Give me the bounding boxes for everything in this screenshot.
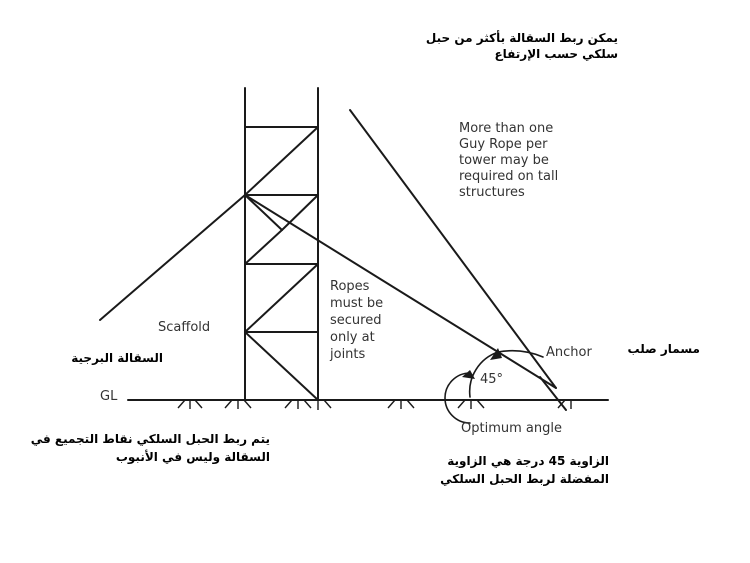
arabic-joints-note (31, 430, 270, 466)
ropes-note-line: only at (330, 330, 375, 345)
guy-rope-note-line: structures (459, 185, 525, 200)
arabic-top-note-line: سلكي حسب الإرتفاع (494, 47, 618, 61)
scaffold-brace (245, 127, 318, 195)
scaffold-brace (282, 195, 318, 230)
ropes-note (330, 278, 383, 363)
optimum-arc (445, 373, 470, 423)
scaffold-label: Scaffold (158, 320, 211, 335)
guy-rope-note-line: required on tall (459, 169, 559, 184)
scaffold-brace (245, 264, 318, 332)
anchor-stake (540, 377, 566, 410)
arabic-top-note (426, 30, 618, 62)
scaffold-brace (245, 195, 282, 230)
angle-label: 45° (480, 372, 504, 387)
arabic-tower-scaffold: السقالة البرجية (71, 351, 163, 365)
ropes-note-line: must be (330, 296, 384, 311)
scaffold-brace (245, 230, 282, 264)
ground-hatch (178, 400, 571, 410)
ropes-note-line: joints (330, 347, 366, 362)
anchor-label: Anchor (546, 345, 592, 360)
arabic-angle-note-line: الزاوية 45 درجة هي الزاوية (447, 454, 609, 468)
arabic-angle-note (440, 452, 609, 488)
scaffold-brace (245, 332, 318, 400)
guy-rope-note (459, 121, 558, 201)
guy-rope-note-line: tower may be (459, 153, 549, 168)
arabic-joints-note-line: السقالة وليس في الأنبوب (115, 450, 270, 464)
guy-rope-left (100, 195, 245, 320)
arabic-steel-nail: مسمار صلب (627, 342, 700, 356)
arabic-top-note-line: يمكن ربط السقالة بأكثر من حبل (425, 31, 618, 45)
ropes-note-line: secured (330, 313, 382, 328)
arabic-angle-note-line: المفضلة لربط الحبل السلكي (440, 472, 609, 486)
guy-rope-main (245, 195, 556, 388)
ropes-note-line: Ropes (330, 279, 370, 294)
optimum-angle-label: Optimum angle (461, 421, 562, 436)
ground-level-label: GL (100, 389, 118, 404)
arabic-joints-note-line: يتم ربط الحبل السلكي نقاط التجميع في (30, 432, 270, 446)
guy-rope-note-line: More than one (459, 121, 554, 136)
guy-rope-note-line: Guy Rope per (459, 137, 548, 152)
